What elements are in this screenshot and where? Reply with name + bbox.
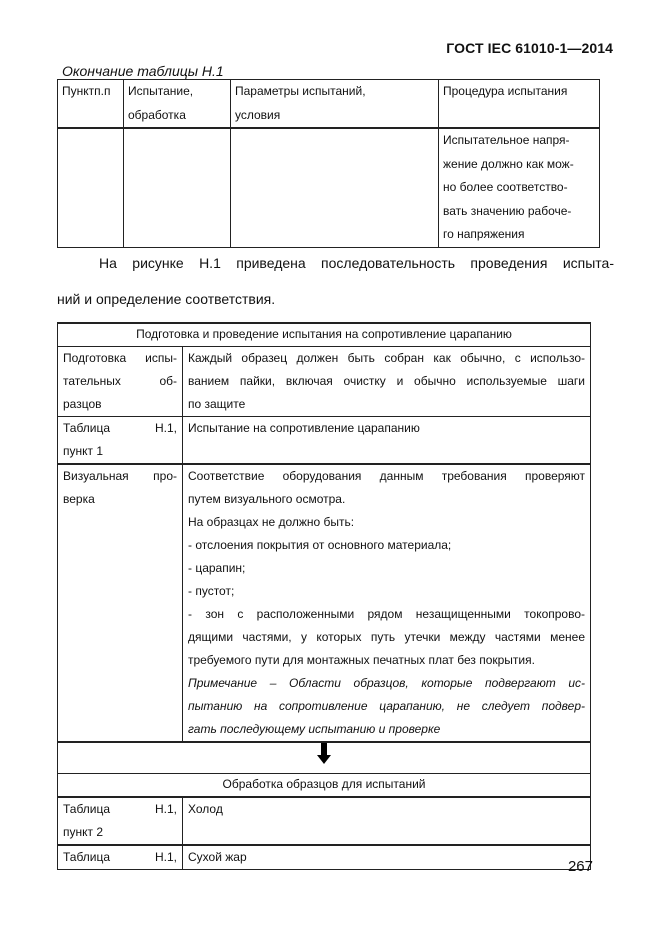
- cell-line: Соответствие оборудования данным требования проверяют: [188, 469, 586, 483]
- table-header-row: [58, 80, 600, 129]
- header-line: Параметры испытаний,: [235, 84, 366, 98]
- header-line: Процедура испытания: [443, 84, 568, 98]
- header-line: Испытание,: [128, 84, 194, 98]
- cell-line: но более соответство-: [443, 180, 568, 194]
- flow-right-cell: [183, 464, 591, 742]
- note-line: пытанию на сопротивление царапанию, не следует подвер-: [188, 699, 586, 713]
- flow-right-cell: Сухой жар: [183, 845, 591, 870]
- cell-line: разцов: [63, 397, 102, 411]
- cell-line: ванием пайки, включая очистку и обычно используемые шаги: [188, 374, 586, 388]
- cell-line: тательных об-: [63, 374, 177, 388]
- cell-line: путем визуального осмотра.: [188, 492, 346, 506]
- flow-right-cell: [183, 417, 591, 465]
- cell-line: - зон с расположенными рядом незащищенными токопрово-: [188, 607, 586, 621]
- cell-line: Подготовка испы-: [63, 351, 177, 365]
- cell-line: На образцах не должно быть:: [188, 515, 355, 529]
- cell-line: по защите: [188, 397, 246, 411]
- flow-row: [58, 347, 591, 417]
- table-caption: Окончание таблицы Н.1: [62, 63, 224, 79]
- flow-table: [57, 322, 591, 870]
- col-header-procedure: [439, 80, 600, 129]
- paragraph-line: На рисунке Н.1 приведена последовательность проведения испыта-: [99, 255, 614, 271]
- cell-line: го напряжения: [443, 227, 525, 241]
- note-line: гать последующему испытанию и проверке: [188, 722, 441, 736]
- flow-right-cell: Холод: [183, 797, 591, 845]
- page-number: 267: [567, 858, 593, 875]
- table-cell: [231, 128, 439, 247]
- cell-line: Таблица Н.1,: [63, 421, 177, 435]
- cell-line: Визуальная про-: [63, 469, 177, 483]
- cell-line: Таблица Н.1,: [63, 802, 177, 816]
- header-line: обработка: [128, 107, 186, 122]
- table-cell: [58, 128, 124, 247]
- flow-row: [58, 464, 591, 742]
- document-standard-header: ГОСТ IEC 61010-1—2014: [446, 40, 613, 56]
- table-h1-end: [57, 79, 600, 248]
- flow-left-cell: [58, 464, 183, 742]
- cell-line: жение должно как мож-: [443, 156, 574, 171]
- cell-line: Каждый образец должен быть собран как обычно, с использо-: [188, 351, 586, 365]
- header-line: Пунктп.п: [62, 84, 111, 98]
- flow-row: [58, 797, 591, 845]
- cell-line: верка: [63, 492, 95, 506]
- flow-left-cell: [58, 845, 183, 870]
- down-arrow-icon: [317, 743, 331, 765]
- header-line: условия: [235, 107, 281, 122]
- flow-left-cell: [58, 347, 183, 417]
- cell-line: Испытательное напря-: [443, 133, 570, 147]
- col-header-test: [124, 80, 231, 129]
- paragraph-line: ний и определение соответствия.: [57, 291, 276, 307]
- col-header-params: [231, 80, 439, 129]
- table-row: [58, 128, 600, 247]
- cell-line: - отслоения покрытия от основного материала;: [188, 538, 452, 552]
- cell-line: вать значению рабоче-: [443, 203, 572, 218]
- flow-left-cell: [58, 417, 183, 465]
- table-cell-procedure: [439, 128, 600, 247]
- flow-section-title-row: [58, 774, 591, 798]
- flow-row: [58, 417, 591, 465]
- cell-line: дящими частями, у которых путь утечки между частями менее: [188, 630, 586, 644]
- flow-section-title-row: [58, 323, 591, 347]
- cell-line: пункт 2: [63, 825, 104, 839]
- table-cell: [124, 128, 231, 247]
- note-line: Примечание – Области образцов, которые подвергают ис-: [188, 676, 586, 690]
- cell-line: Таблица Н.1,: [63, 850, 177, 864]
- flow-row: [58, 845, 591, 870]
- cell-line: пункт 1: [63, 444, 104, 458]
- flow-arrow-cell: [58, 742, 591, 774]
- flow-section-title: Обработка образцов для испытаний: [58, 774, 591, 798]
- flow-section-title: Подготовка и проведение испытания на сопротивление царапанию: [58, 323, 591, 347]
- flow-arrow-row: [58, 742, 591, 774]
- cell-line: - царапин;: [188, 561, 246, 575]
- flow-left-cell: [58, 797, 183, 845]
- cell-line: Испытание на сопротивление царапанию: [188, 421, 420, 435]
- col-header-item: [58, 80, 124, 129]
- flow-right-cell: [183, 347, 591, 417]
- cell-line: - пустот;: [188, 584, 235, 598]
- cell-line: требуемого пути для монтажных печатных плат без покрытия.: [188, 653, 535, 667]
